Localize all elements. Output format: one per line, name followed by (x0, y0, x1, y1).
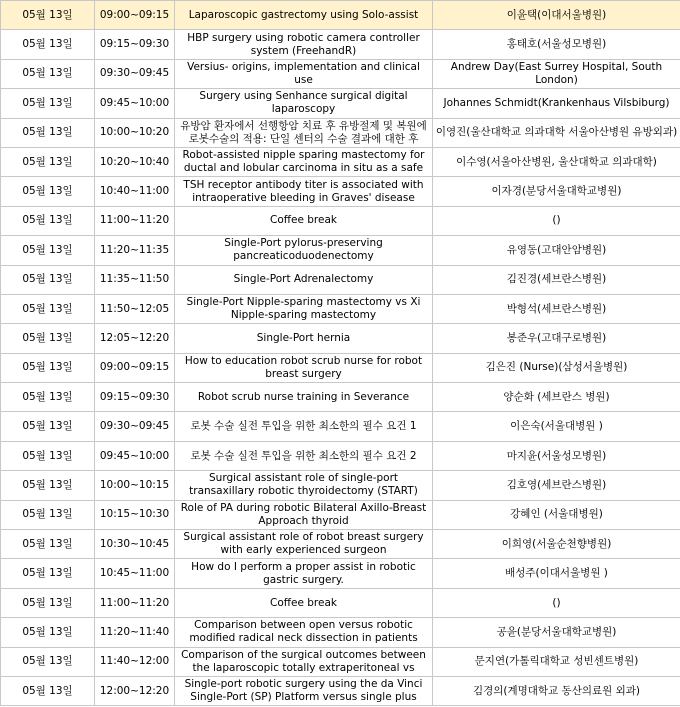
date-cell (1, 118, 95, 147)
speaker-cell (433, 236, 680, 265)
date-cell-text: 05월 13일 (22, 8, 73, 21)
date-cell (1, 383, 95, 412)
date-cell-text: 05월 13일 (22, 625, 73, 638)
speaker-cell (433, 294, 680, 323)
date-cell (1, 530, 95, 559)
table-row (1, 559, 680, 588)
speaker-cell-text: 김경의(계명대학교 동산의료원 외과) (472, 684, 640, 697)
speaker-cell (433, 206, 680, 235)
speaker-cell (433, 265, 680, 294)
schedule-body (1, 1, 680, 706)
speaker-cell-text: 김호영(세브란스병원) (506, 478, 607, 491)
date-cell (1, 59, 95, 88)
speaker-cell (433, 177, 680, 206)
date-cell (1, 588, 95, 617)
speaker-cell (433, 30, 680, 59)
speaker-cell (433, 353, 680, 382)
speaker-cell-text: 이윤택(이대서울병원) (506, 8, 607, 21)
time-cell (95, 647, 175, 676)
table-row (1, 530, 680, 559)
table-row (1, 647, 680, 676)
time-cell-text: 11:35~11:50 (99, 273, 170, 286)
time-cell-text: 09:00~09:15 (99, 8, 170, 21)
time-cell-text: 09:45~10:00 (99, 96, 170, 109)
speaker-cell-text: () (552, 596, 561, 609)
title-cell (175, 324, 433, 353)
time-cell (95, 89, 175, 118)
title-cell (175, 30, 433, 59)
date-cell-text: 05월 13일 (22, 390, 73, 403)
title-cell-text: Single-Port pylorus-preserving pancreaticoduodenectomy (224, 237, 383, 263)
time-cell (95, 676, 175, 705)
time-cell-text: 10:20~10:40 (99, 155, 170, 168)
speaker-cell-text: () (552, 214, 561, 227)
speaker-cell-text: 봉준우(고대구로병원) (506, 331, 607, 344)
title-cell-text: HBP surgery using robotic camera controller system (FreehandR) (187, 31, 420, 57)
time-cell (95, 59, 175, 88)
title-cell-text: Versius- origins, implementation and clinical use (187, 60, 420, 86)
time-cell (95, 441, 175, 470)
title-cell (175, 676, 433, 705)
time-cell-text: 11:00~11:20 (99, 596, 170, 609)
time-cell (95, 265, 175, 294)
table-row (1, 118, 680, 147)
title-cell-text: Coffee break (270, 214, 337, 227)
date-cell-text: 05월 13일 (22, 155, 73, 168)
title-cell-text: 유방암 환자에서 선행항암 치료 후 유방절제 및 복원에 로봇수술의 적용: 단일 센터의 수술 결과에 대한 후 (180, 119, 427, 145)
date-cell-text: 05월 13일 (22, 655, 73, 668)
table-row (1, 676, 680, 705)
time-cell (95, 147, 175, 176)
date-cell-text: 05월 13일 (22, 126, 73, 139)
title-cell-text: Robot scrub nurse training in Severance (197, 390, 410, 403)
date-cell (1, 89, 95, 118)
time-cell-text: 09:30~09:45 (99, 67, 170, 80)
date-cell (1, 647, 95, 676)
title-cell (175, 530, 433, 559)
date-cell-text: 05월 13일 (22, 478, 73, 491)
table-row (1, 471, 680, 500)
title-cell (175, 1, 433, 30)
title-cell (175, 412, 433, 441)
time-cell (95, 500, 175, 529)
speaker-cell (433, 118, 680, 147)
title-cell-text: Coffee break (270, 596, 337, 609)
time-cell (95, 324, 175, 353)
time-cell-text: 12:00~12:20 (99, 684, 170, 697)
table-row (1, 353, 680, 382)
time-cell-text: 11:50~12:05 (99, 302, 170, 315)
speaker-cell (433, 559, 680, 588)
date-cell-text: 05월 13일 (22, 214, 73, 227)
table-row (1, 1, 680, 30)
table-row (1, 294, 680, 323)
speaker-cell-text: Andrew Day(East Surrey Hospital, South London) (450, 60, 663, 86)
date-cell (1, 471, 95, 500)
speaker-cell (433, 383, 680, 412)
date-cell-text: 05월 13일 (22, 67, 73, 80)
speaker-cell (433, 676, 680, 705)
date-cell (1, 265, 95, 294)
speaker-cell (433, 441, 680, 470)
time-cell (95, 588, 175, 617)
title-cell (175, 647, 433, 676)
speaker-cell (433, 324, 680, 353)
date-cell (1, 147, 95, 176)
time-cell (95, 383, 175, 412)
table-row (1, 412, 680, 441)
title-cell (175, 294, 433, 323)
time-cell (95, 206, 175, 235)
speaker-cell-text: 배성주(이대서울병원 ) (505, 567, 608, 580)
speaker-cell (433, 1, 680, 30)
date-cell (1, 30, 95, 59)
time-cell (95, 353, 175, 382)
title-cell-text: 로봇 수술 실전 투입을 위한 최소한의 필수 요건 2 (190, 449, 417, 462)
date-cell-text: 05월 13일 (22, 96, 73, 109)
time-cell-text: 11:40~12:00 (99, 655, 170, 668)
title-cell-text: Surgical assistant role of single-port transaxillary robotic thyroidectomy (START) (189, 472, 418, 498)
date-cell (1, 294, 95, 323)
speaker-cell-text: 강혜인 (서울대병원) (510, 508, 603, 521)
title-cell (175, 59, 433, 88)
title-cell (175, 500, 433, 529)
date-cell (1, 559, 95, 588)
table-row (1, 324, 680, 353)
speaker-cell (433, 500, 680, 529)
time-cell-text: 09:00~09:15 (99, 361, 170, 374)
date-cell (1, 236, 95, 265)
time-cell-text: 10:00~10:15 (99, 478, 170, 491)
title-cell (175, 206, 433, 235)
title-cell (175, 441, 433, 470)
table-row (1, 500, 680, 529)
table-row (1, 588, 680, 617)
title-cell-text: Single-Port Adrenalectomy (233, 273, 374, 286)
time-cell-text: 11:20~11:35 (99, 243, 170, 256)
speaker-cell-text: 유영동(고대안암병원) (506, 243, 607, 256)
time-cell (95, 118, 175, 147)
title-cell-text: Robot-assisted nipple sparing mastectomy for ductal and lobular carcinoma in situ as a safe (182, 149, 425, 175)
date-cell (1, 412, 95, 441)
speaker-cell-text: 이은숙(서울대병원 ) (510, 420, 603, 433)
table-row (1, 441, 680, 470)
speaker-cell (433, 59, 680, 88)
date-cell (1, 500, 95, 529)
speaker-cell-text: 홍태호(서울성모병원) (506, 38, 607, 51)
title-cell-text: 로봇 수술 실전 투입을 위한 최소한의 필수 요건 1 (190, 420, 417, 433)
time-cell-text: 09:45~10:00 (99, 449, 170, 462)
time-cell-text: 10:45~11:00 (99, 567, 170, 580)
date-cell-text: 05월 13일 (22, 243, 73, 256)
title-cell-text: How do I perform a proper assist in robotic gastric surgery. (191, 560, 416, 586)
table-row (1, 265, 680, 294)
time-cell-text: 11:00~11:20 (99, 214, 170, 227)
title-cell (175, 177, 433, 206)
table-row (1, 618, 680, 647)
speaker-cell-text: 김은진 (Nurse)(삼성서울병원) (485, 361, 628, 374)
title-cell-text: Surgical assistant role of robot breast surgery with early experienced surgeon (183, 531, 424, 557)
date-cell-text: 05월 13일 (22, 596, 73, 609)
time-cell-text: 10:00~10:20 (99, 126, 170, 139)
time-cell (95, 530, 175, 559)
title-cell-text: Comparison between open versus robotic modified radical neck dissection in patients (189, 619, 418, 645)
title-cell (175, 265, 433, 294)
table-row (1, 89, 680, 118)
title-cell (175, 559, 433, 588)
title-cell (175, 383, 433, 412)
date-cell (1, 618, 95, 647)
time-cell-text: 12:05~12:20 (99, 331, 170, 344)
title-cell (175, 147, 433, 176)
table-row (1, 383, 680, 412)
date-cell-text: 05월 13일 (22, 449, 73, 462)
title-cell-text: Single-port robotic surgery using the da Vinci Single-Port (SP) Platform versus single plus (184, 678, 423, 704)
time-cell (95, 559, 175, 588)
speaker-cell-text: 마지윤(서울성모병원) (506, 449, 607, 462)
title-cell-text: Single-Port hernia (256, 331, 351, 344)
date-cell (1, 206, 95, 235)
title-cell-text: Role of PA during robotic Bilateral Axillo-Breast Approach thyroid (180, 501, 427, 527)
speaker-cell-text: 문지연(가톨릭대학교 성빈센트병원) (474, 655, 639, 668)
date-cell-text: 05월 13일 (22, 302, 73, 315)
title-cell-text: Single-Port Nipple-sparing mastectomy vs Xi Nipple-sparing mastectomy (186, 296, 421, 322)
date-cell-text: 05월 13일 (22, 684, 73, 697)
speaker-cell-text: 이자경(분당서울대학교병원) (491, 185, 622, 198)
title-cell-text: Surgery using Senhance surgical digital laparoscopy (199, 90, 408, 116)
title-cell (175, 618, 433, 647)
date-cell (1, 177, 95, 206)
speaker-cell-text: 공윤(분당서울대학교병원) (496, 625, 617, 638)
title-cell (175, 236, 433, 265)
speaker-cell (433, 412, 680, 441)
title-cell-text: TSH receptor antibody titer is associated with intraoperative bleeding in Graves' disease (183, 178, 424, 204)
time-cell-text: 11:20~11:40 (99, 625, 170, 638)
speaker-cell (433, 471, 680, 500)
table-row (1, 236, 680, 265)
speaker-cell (433, 89, 680, 118)
title-cell (175, 588, 433, 617)
speaker-cell (433, 618, 680, 647)
date-cell (1, 353, 95, 382)
time-cell (95, 236, 175, 265)
time-cell-text: 09:30~09:45 (99, 420, 170, 433)
table-row (1, 30, 680, 59)
time-cell (95, 177, 175, 206)
title-cell (175, 89, 433, 118)
time-cell-text: 09:15~09:30 (99, 38, 170, 51)
speaker-cell-text: Johannes Schmidt(Krankenhaus Vilsbiburg) (443, 96, 670, 109)
title-cell-text: Laparoscopic gastrectomy using Solo-assist (188, 8, 419, 21)
table-row (1, 177, 680, 206)
time-cell-text: 10:15~10:30 (99, 508, 170, 521)
date-cell-text: 05월 13일 (22, 185, 73, 198)
speaker-cell (433, 647, 680, 676)
date-cell-text: 05월 13일 (22, 38, 73, 51)
date-cell-text: 05월 13일 (22, 331, 73, 344)
date-cell-text: 05월 13일 (22, 567, 73, 580)
speaker-cell-text: 양순화 (세브란스 병원) (503, 390, 610, 403)
time-cell (95, 471, 175, 500)
speaker-cell (433, 147, 680, 176)
title-cell (175, 471, 433, 500)
time-cell-text: 10:40~11:00 (99, 185, 170, 198)
date-cell (1, 1, 95, 30)
title-cell (175, 353, 433, 382)
time-cell (95, 294, 175, 323)
time-cell (95, 1, 175, 30)
title-cell-text: How to education robot scrub nurse for robot breast surgery (184, 354, 423, 380)
date-cell-text: 05월 13일 (22, 420, 73, 433)
date-cell-text: 05월 13일 (22, 537, 73, 550)
date-cell-text: 05월 13일 (22, 273, 73, 286)
speaker-cell-text: 이수영(서울아산병원, 울산대학교 의과대학) (456, 155, 657, 168)
time-cell (95, 412, 175, 441)
speaker-cell-text: 김진경(세브란스병원) (506, 273, 607, 286)
speaker-cell-text: 이희영(서울순천향병원) (501, 537, 612, 550)
date-cell (1, 676, 95, 705)
title-cell-text: Comparison of the surgical outcomes between the laparoscopic totally extraperitoneal vs (181, 648, 426, 674)
time-cell-text: 10:30~10:45 (99, 537, 170, 550)
time-cell (95, 618, 175, 647)
table-row (1, 147, 680, 176)
time-cell (95, 30, 175, 59)
speaker-cell-text: 이영진(울산대학교 의과대학 서울아산병원 유방외과) (435, 126, 678, 139)
title-cell (175, 118, 433, 147)
time-cell-text: 09:15~09:30 (99, 390, 170, 403)
speaker-cell-text: 박형석(세브란스병원) (506, 302, 607, 315)
date-cell-text: 05월 13일 (22, 361, 73, 374)
speaker-cell (433, 588, 680, 617)
speaker-cell (433, 530, 680, 559)
date-cell (1, 441, 95, 470)
date-cell-text: 05월 13일 (22, 508, 73, 521)
table-row (1, 206, 680, 235)
date-cell (1, 324, 95, 353)
table-row (1, 59, 680, 88)
